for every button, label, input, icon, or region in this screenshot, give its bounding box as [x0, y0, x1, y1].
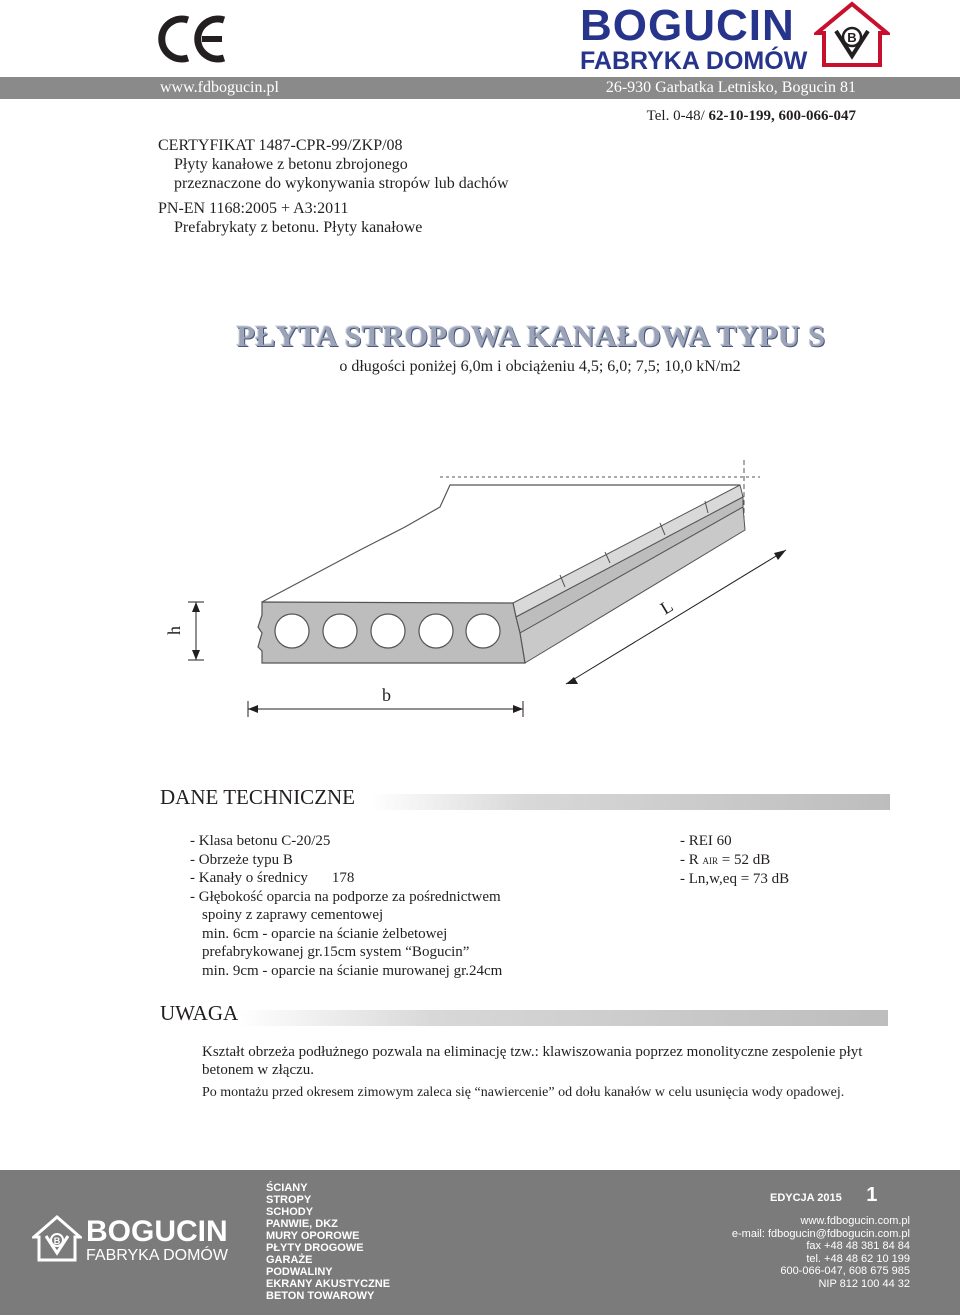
- tech-item: prefabrykowanej gr.15cm system “Bogucin”: [202, 944, 470, 960]
- tech-list-left: [190, 832, 502, 980]
- tech-item: [680, 851, 789, 871]
- notes-heading: UWAGA: [160, 1001, 239, 1025]
- brand-logo: [580, 1, 810, 75]
- tech-item-value: 178: [331, 870, 355, 886]
- tech-item: [190, 869, 502, 888]
- norm-description: Prefabrykaty z betonu. Płyty kanałowe: [174, 219, 423, 236]
- section-divider: [370, 794, 890, 810]
- contact-website[interactable]: www.fdbogucin.com.pl: [800, 1215, 910, 1227]
- ce-mark-icon: [158, 14, 230, 64]
- page-number: 1: [866, 1184, 878, 1206]
- tech-item: - Obrzeże typu B: [190, 851, 293, 868]
- slab-drawing: [160, 455, 800, 725]
- tech-item-part: = 52 dB: [718, 851, 771, 868]
- norm-title: PN-EN 1168:2005 + A3:2011: [158, 200, 349, 217]
- tech-item: [680, 870, 789, 889]
- contact-nip: NIP 812 100 44 32: [818, 1277, 910, 1290]
- product-item: SCHODY: [266, 1206, 314, 1218]
- tech-item-part: - L: [680, 871, 698, 887]
- tech-item-part: = 73 dB: [736, 871, 790, 887]
- dimension-h-label: h: [164, 626, 184, 635]
- tech-heading: DANE TECHNICZNE: [160, 785, 356, 809]
- phone-prefix: Tel. 0-48/: [646, 108, 705, 124]
- product-item: MURY OPOROWE: [266, 1230, 360, 1242]
- tech-item: spoiny z zaprawy cementowej: [202, 907, 384, 923]
- product-item: ŚCIANY: [266, 1182, 308, 1194]
- dimension-L-label: L: [656, 595, 677, 619]
- footer-brand-subtitle: FABRYKA DOMÓW: [86, 1247, 228, 1264]
- brand-name: BOGUCIN: [580, 1, 795, 50]
- house-logo-icon: [32, 1215, 82, 1263]
- contact-email[interactable]: e-mail: fdbogucin@fdbogucin.com.pl: [731, 1227, 910, 1240]
- product-item: STROPY: [266, 1194, 312, 1206]
- footer-brand-name: BOGUCIN: [86, 1215, 228, 1248]
- tech-item: - REI 60: [680, 833, 732, 849]
- tech-list-right: [680, 832, 789, 889]
- note-paragraph: Kształt obrzeża podłużnego pozwala na eliminację tzw.: klawiszowania poprzez monolityczne zespolenie płyt betonem w złączu.: [202, 1044, 863, 1078]
- tech-item: min. 6cm - oparcie na ścianie żelbetowej: [202, 925, 448, 942]
- dimension-b-label: b: [382, 685, 391, 705]
- house-logo-icon: [814, 1, 890, 69]
- certificate-title: CERTYFIKAT 1487-CPR-99/ZKP/08: [158, 137, 403, 154]
- footer-contact: [732, 1215, 910, 1290]
- product-item: BETON TOWAROWY: [266, 1290, 375, 1302]
- phone-line: [647, 108, 856, 125]
- page-subtitle: o długości poniżej 6,0m i obciążeniu 4,5; 6,0; 7,5; 10,0 kN/m2: [339, 358, 741, 375]
- certificate-line: przeznaczone do wykonywania stropów lub dachów: [174, 175, 509, 192]
- product-list: [266, 1182, 390, 1302]
- note-paragraph: Po montażu przed okresem zimowym zaleca się “nawiercenie” od dołu kanałów w celu usunięcia wody opadowej.: [202, 1085, 845, 1100]
- phone-numbers: 62-10-199, 600-066-047: [708, 108, 856, 124]
- contact-tel: tel. +48 48 62 10 199: [806, 1252, 910, 1265]
- footer-brand: [86, 1217, 228, 1265]
- contact-fax: fax +48 48 381 84 84: [806, 1240, 910, 1252]
- tech-item: - Klasa betonu C-20/25: [190, 833, 331, 849]
- svg-text:B: B: [53, 1236, 61, 1246]
- notes-block: [202, 1043, 892, 1107]
- certificate-block: [158, 136, 509, 237]
- svg-text:B: B: [847, 30, 857, 45]
- product-item: PANWIE, DKZ: [266, 1218, 338, 1230]
- edition-label: EDYCJA 2015: [770, 1192, 842, 1204]
- tech-item-subscript: AIR: [702, 855, 718, 866]
- section-divider: [238, 1010, 888, 1026]
- tech-item: - Głębokość oparcia na podporze za pośrednictwem: [190, 888, 501, 905]
- certificate-line: Płyty kanałowe z betonu zbrojonego: [174, 156, 408, 173]
- product-item: PŁYTY DROGOWE: [266, 1242, 364, 1254]
- brand-subtitle: FABRYKA DOMÓW: [580, 47, 808, 75]
- edition: [770, 1184, 877, 1207]
- product-item: EKRANY AKUSTYCZNE: [266, 1278, 391, 1290]
- tech-item-label: - Kanały o średnicy: [190, 870, 308, 886]
- tech-item-part: - R: [680, 851, 703, 868]
- tech-item: min. 9cm - oparcie na ścianie murowanej gr.24cm: [202, 962, 503, 979]
- product-item: PODWALINY: [266, 1266, 333, 1278]
- website-link[interactable]: www.fdbogucin.pl: [160, 79, 279, 96]
- address: 26-930 Garbatka Letnisko, Bogucin 81: [605, 79, 856, 96]
- tech-item-subscript: n,w,eq: [697, 871, 737, 887]
- page-title: PŁYTA STROPOWA KANAŁOWA TYPU S: [236, 320, 826, 353]
- contact-mobile: 600-066-047, 608 675 985: [780, 1265, 910, 1277]
- product-item: GARAŻE: [266, 1254, 313, 1266]
